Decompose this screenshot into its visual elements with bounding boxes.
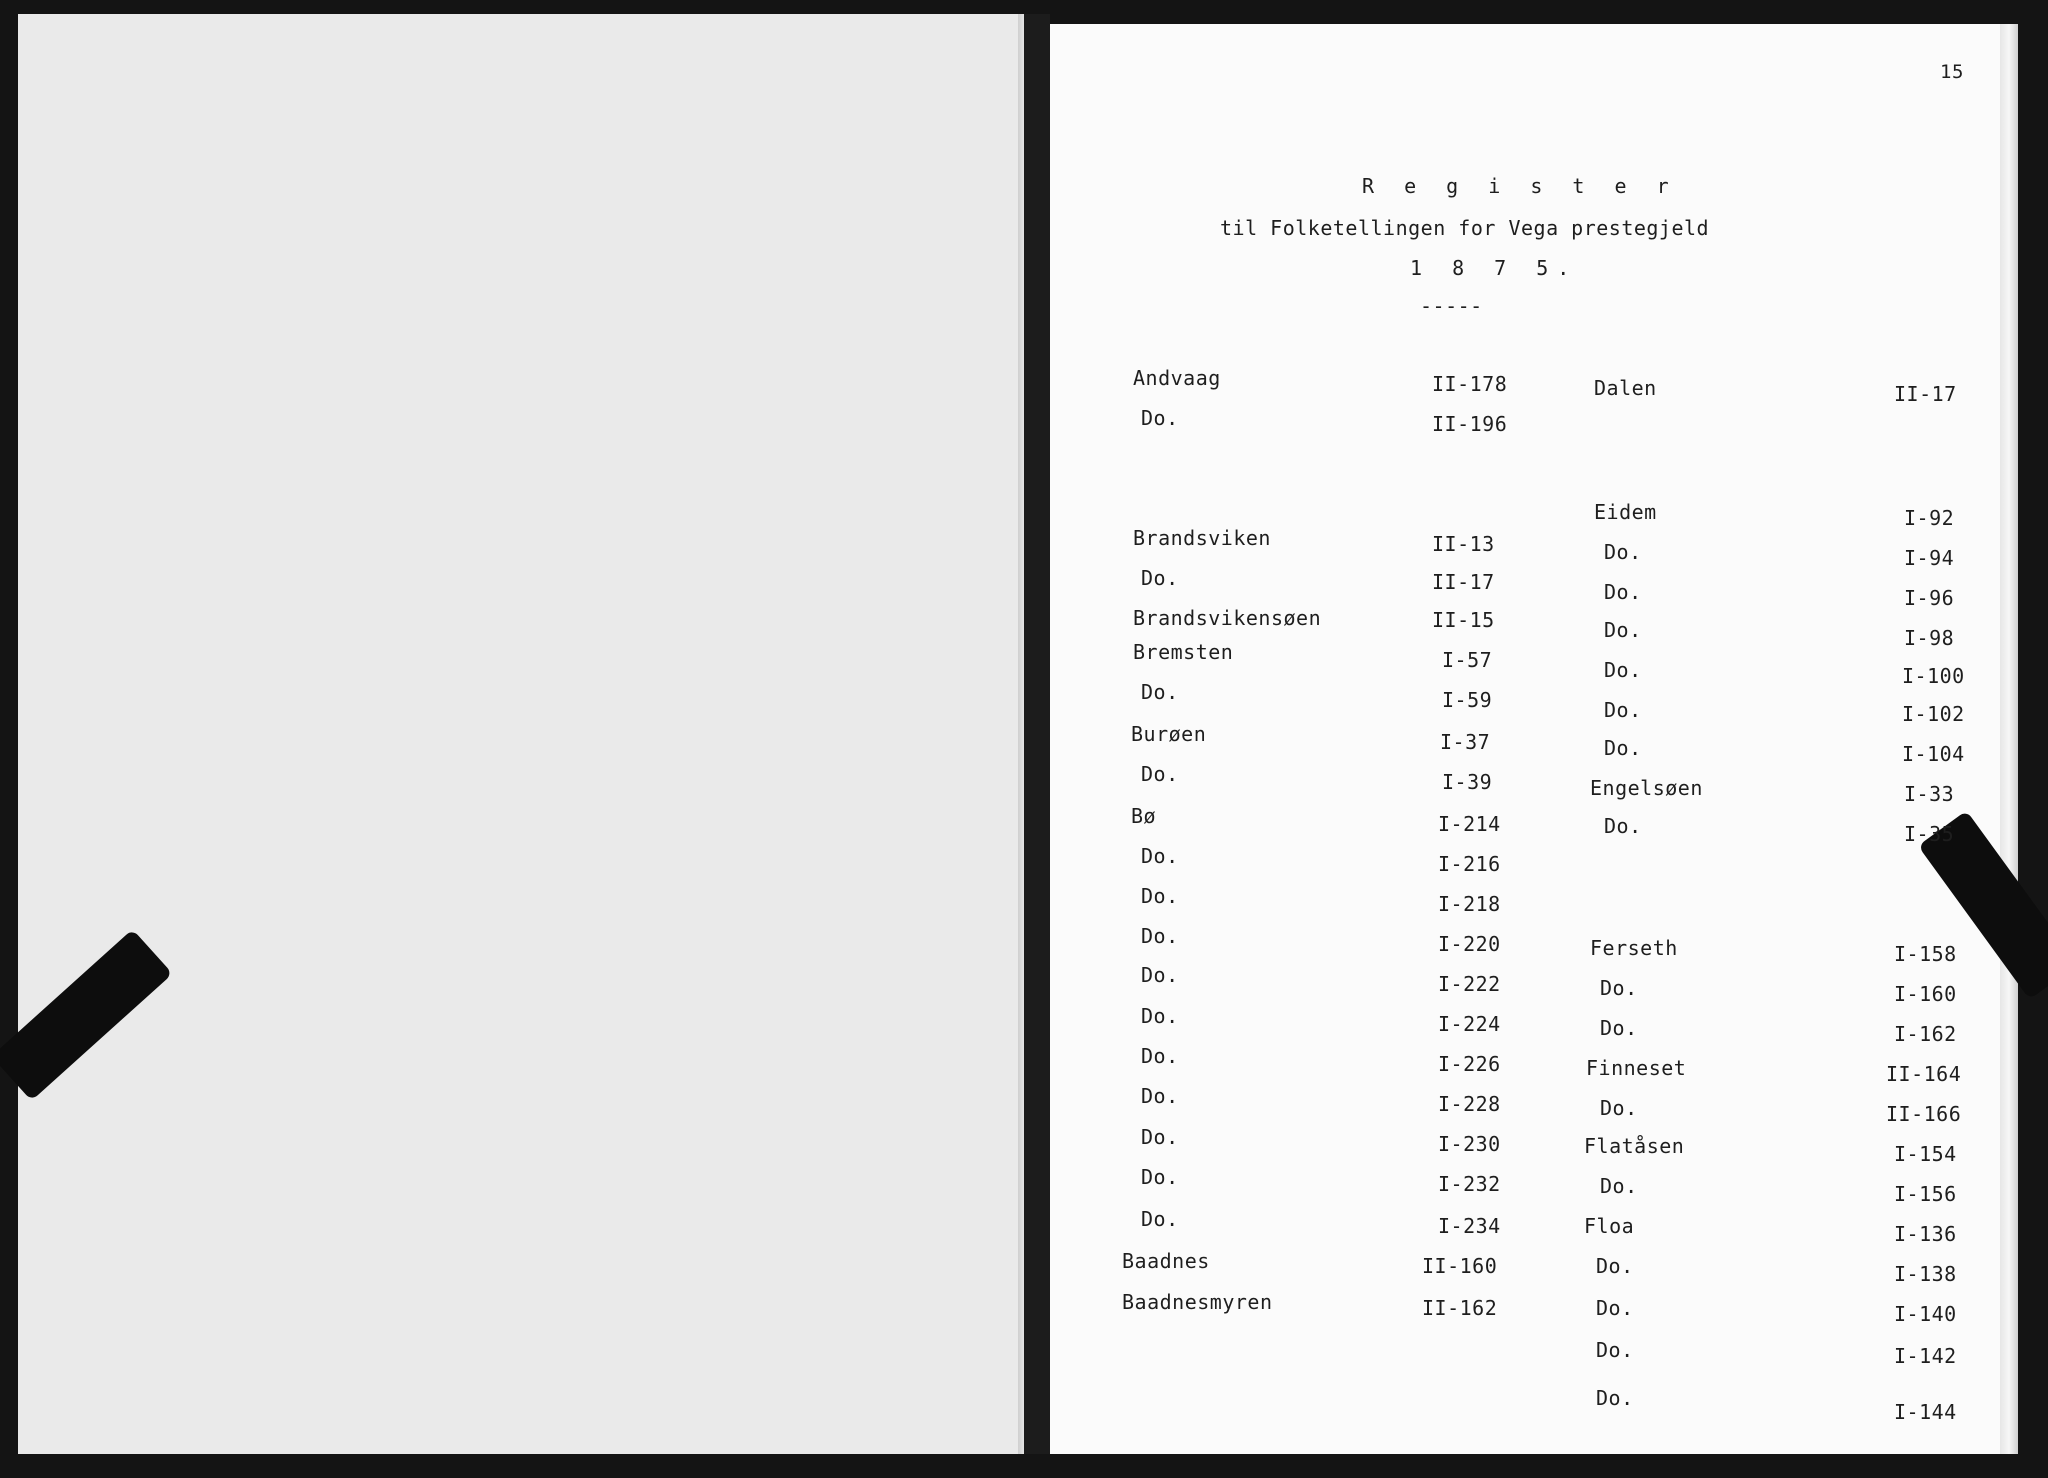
register-title: R e g i s t e r: [1362, 174, 1678, 198]
census-reference: I-59: [1442, 688, 1493, 712]
census-reference: II-166: [1886, 1102, 1962, 1126]
place-name: Baadnesmyren: [1122, 1290, 1273, 1314]
place-name: Do.: [1141, 884, 1179, 908]
place-name: Do.: [1141, 963, 1179, 987]
census-reference: I-156: [1894, 1182, 1957, 1206]
place-name: Do.: [1600, 976, 1638, 1000]
place-name: Do.: [1604, 658, 1642, 682]
place-name: Brandsviken: [1133, 526, 1271, 550]
place-name: Do.: [1604, 580, 1642, 604]
census-reference: II-178: [1432, 372, 1508, 396]
census-reference: I-33: [1904, 782, 1955, 806]
census-reference: I-162: [1894, 1022, 1957, 1046]
page-number: 15: [1940, 61, 1964, 83]
place-name: Eidem: [1594, 500, 1657, 524]
place-name: Do.: [1141, 1004, 1179, 1028]
census-reference: I-94: [1904, 546, 1955, 570]
place-name: Do.: [1141, 1044, 1179, 1068]
register-subtitle: til Folketellingen for Vega prestegjeld: [1220, 216, 1710, 240]
place-name: Do.: [1600, 1174, 1638, 1198]
census-reference: I-98: [1904, 626, 1955, 650]
place-name: Do.: [1141, 844, 1179, 868]
census-reference: I-96: [1904, 586, 1955, 610]
census-reference: I-160: [1894, 982, 1957, 1006]
census-reference: I-220: [1438, 932, 1501, 956]
census-reference: I-234: [1438, 1214, 1501, 1238]
census-reference: I-92: [1904, 506, 1955, 530]
place-name: Andvaag: [1133, 366, 1221, 390]
census-reference: I-230: [1438, 1132, 1501, 1156]
census-reference: II-164: [1886, 1062, 1962, 1086]
census-reference: I-102: [1902, 702, 1965, 726]
place-name: Ferseth: [1590, 936, 1678, 960]
place-name: Do.: [1141, 1165, 1179, 1189]
census-reference: I-37: [1440, 730, 1491, 754]
census-reference: I-140: [1894, 1302, 1957, 1326]
census-reference: II-196: [1432, 412, 1508, 436]
place-name: Do.: [1141, 762, 1179, 786]
book-gutter: [1024, 14, 1050, 1454]
place-name: Flatåsen: [1584, 1134, 1685, 1158]
place-name: Do.: [1141, 680, 1179, 704]
place-name: Burøen: [1131, 722, 1207, 746]
place-name: Brandsvikensøen: [1133, 606, 1322, 630]
census-reference: II-13: [1432, 532, 1495, 556]
place-name: Do.: [1604, 814, 1642, 838]
census-reference: I-214: [1438, 812, 1501, 836]
place-name: Do.: [1604, 698, 1642, 722]
place-name: Engelsøen: [1590, 776, 1703, 800]
place-name: Do.: [1604, 736, 1642, 760]
census-reference: I-216: [1438, 852, 1501, 876]
place-name: Do.: [1596, 1254, 1634, 1278]
census-reference: I-224: [1438, 1012, 1501, 1036]
census-reference: I-158: [1894, 942, 1957, 966]
census-reference: I-57: [1442, 648, 1493, 672]
place-name: Do.: [1596, 1296, 1634, 1320]
place-name: Do.: [1596, 1386, 1634, 1410]
census-reference: II-162: [1422, 1296, 1498, 1320]
place-name: Do.: [1604, 540, 1642, 564]
census-reference: II-17: [1432, 570, 1495, 594]
right-page-edge: [2000, 24, 2018, 1454]
census-reference: I-100: [1902, 664, 1965, 688]
register-year: 1 8 7 5.: [1410, 256, 1579, 280]
census-reference: I-144: [1894, 1400, 1957, 1424]
census-reference: I-228: [1438, 1092, 1501, 1116]
place-name: Baadnes: [1122, 1249, 1210, 1273]
place-name: Floa: [1584, 1214, 1635, 1238]
place-name: Do.: [1141, 566, 1179, 590]
census-reference: I-218: [1438, 892, 1501, 916]
place-name: Dalen: [1594, 376, 1657, 400]
place-name: Do.: [1600, 1096, 1638, 1120]
place-name: Do.: [1141, 1207, 1179, 1231]
census-reference: I-154: [1894, 1142, 1957, 1166]
census-reference: II-160: [1422, 1254, 1498, 1278]
census-reference: I-232: [1438, 1172, 1501, 1196]
place-name: Do.: [1141, 1125, 1179, 1149]
place-name: Do.: [1141, 924, 1179, 948]
left-page: [18, 14, 1018, 1454]
census-reference: I-226: [1438, 1052, 1501, 1076]
census-reference: I-138: [1894, 1262, 1957, 1286]
census-reference: II-17: [1894, 382, 1957, 406]
place-name: Do.: [1141, 406, 1179, 430]
place-name: Finneset: [1586, 1056, 1687, 1080]
census-reference: I-35: [1904, 822, 1955, 846]
place-name: Do.: [1604, 618, 1642, 642]
census-reference: I-142: [1894, 1344, 1957, 1368]
census-reference: I-39: [1442, 770, 1493, 794]
header-rule: -----: [1420, 294, 1483, 318]
census-reference: I-136: [1894, 1222, 1957, 1246]
place-name: Do.: [1596, 1338, 1634, 1362]
census-reference: I-222: [1438, 972, 1501, 996]
place-name: Bø: [1131, 804, 1157, 828]
census-reference: I-104: [1902, 742, 1965, 766]
census-reference: II-15: [1432, 608, 1495, 632]
place-name: Do.: [1600, 1016, 1638, 1040]
place-name: Do.: [1141, 1084, 1179, 1108]
place-name: Bremsten: [1133, 640, 1234, 664]
